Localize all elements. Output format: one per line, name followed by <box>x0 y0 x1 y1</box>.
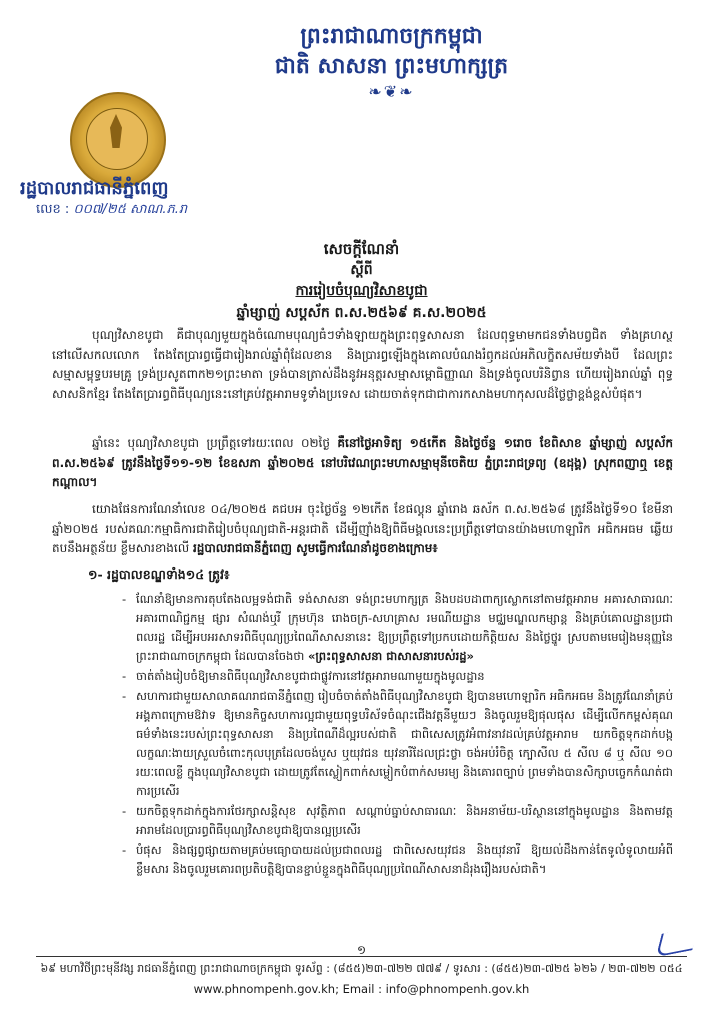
paragraph-2-text: ឆ្នាំនេះ បុណ្យវិសាខបូជា ប្រព្រឹត្តទៅរយៈពេល ០២ថ្ងៃ <box>92 436 338 450</box>
reference-label: លេខ : <box>36 202 74 217</box>
bullet-text: បំផុស និងផ្សព្វផ្សាយតាមគ្រប់មធ្យោបាយដល់ប្រជាពលរដ្ឋ ជាពិសេសយុវជន និងយុវនារី ឱ្យយល់ដឹងកាន់តែទូលំទូលាយអំពីខ្លឹមសារ និងចូលរួមគោរពប្រតិបត្តិឱ្យបានខ្ជាប់ខ្ជួនក្នុងពិធីបុណ្យប្រពៃណីសាសនាដ៏រុងរឿងរបស់ជាតិ។ <box>136 843 673 876</box>
paragraph-1-text: បុណ្យវិសាខបូជា គឺជាបុណ្យមួយក្នុងចំណោមបុណ្យធំៗទាំងឡាយក្នុងព្រះពុទ្ធសាសនា ដែលពុទ្ធមាមកជនទាំងបព្វជិត ទាំងគ្រហស្ថនៅលើសកលលោក តែងតែប្រារព្ធធ្វើជារៀងរាល់ឆ្នាំពុំដែលខាន និងប្រារព្ធឡើងក្នុងគោលបំណងរំឭកដល់អភិលក្ខិតសម័យទាំងបី ដែលព្រះសម្មាសម្ពុទ្ធបរមគ្រូ ទ្រង់ប្រសូតពាក២១ព្រះមាតា ទ្រង់បានត្រាស់ដឹងនូវអនុត្តរសម្មាសម្ពោធិញ្ញាណ និងទ្រង់ចូលបរិនិព្វាន ហើយរៀងរាល់ឆ្នាំ ពុទ្ធសាសនិកខ្មែរ តែងតែប្រារព្ធពិធីបុណ្យនេះនៅគ្រប់វត្តអារាមទូទាំងប្រទេស ដោយចាត់ទុកជាជាការកសាងមហាកុសលដ៏ថ្លៃថ្លាខ្ពង់ខ្ពស់បំផុត។ <box>52 328 673 401</box>
bullet-dash: - <box>122 592 127 606</box>
paragraph-3-text: យោងផែនការណែនាំលេខ ០៤/២០២៥ គជបអ ចុះថ្ងៃច័ន្ទ ១២កើត ខែផល្គុន ឆ្នាំរោង ឆស័ក ព.ស.២៥៦៨ ត្រូវនឹងថ្ងៃទី១០ ខែមីនា ឆ្នាំ២០២៥ របស់គណៈកម្មាធិការជាតិរៀបចំបុណ្យជាតិ-អន្តរជាតិ ដើម្បីញ៉ាំងឱ្យពិធីមង្គលនេះប្រព្រឹត្តទៅបានយ៉ាងមហោឡារិក អធិកអធម ឆ្លើយតបនឹងអត្ថន័យ ខ្លឹមសារខាងលើ <box>52 502 673 556</box>
body-paragraph-2 <box>52 434 673 493</box>
title-line-1: សេចក្តីណែនាំ <box>323 240 400 258</box>
bullet-text: សហការជាមួយសាលាគណរាជធានីភ្នំពេញ រៀបចំចាត់តាំងពិធីបុណ្យវិសាខបូជា ឱ្យបានមហោឡារិក អធិកអធម និងត្រូវណែនាំគ្រប់អង្គភាពក្រោមឱវាទ ឱ្យមានកិច្ចសហការល្អជាមួយពុទ្ធបរិស័ទចំណុះជើងវត្តនីមួយៗ និងចូលរួមឱ្យផុលផុស ដើម្បីលើកកម្ពស់គុណធម៌ទាំងនេះរបស់ព្រះពុទ្ធសាសនា និងប្រពៃណីដ៏ល្អរបស់ជាតិ ជាពិសេសត្រូវអំពាវនាវដល់គ្រប់វត្តអារាម យកចិត្តទុកដាក់បង្កលក្ខណៈងាយស្រួលចំពោះកុលបុត្រដែលចង់បួស ឬយុវជន យុវនារីដែលជ្រះថ្លា ចង់អប់រំចិត្ត ក្បោសីល ៥ សីល ៨ ឬ សីល ១០ រយៈពេលខ្លី ក្នុងបុណ្យវិសាខបូជា ដោយត្រូវតែស្លៀកពាក់សម្លៀកបំពាក់សមរម្យ និងគោរពច្បាប់ ព្រមទាំងបានសិក្សាបច្ចេកកំណត់ជាការប្រសើរ <box>136 689 673 798</box>
paragraph-2-bold: គឺនៅថ្ងៃអាទិត្យ ១៥កើត និងថ្ងៃច័ន្ទ ១រោច ខែពិសាខ ឆ្នាំម្សាញ់ សប្តស័ក ព.ស.២៥៦៩ ត្រូវនឹងថ្ងៃទី១១-១២ ខែឧសភា ឆ្នាំ២០២៥ នៅបរិវេណព្រះមហាសម្មាមុនីចេតិយ ភ្នំព្រះរាជទ្រព្យ (ឧដុង្គ) ស្រុកពញាឮ ខេត្តកណ្តាល។ <box>52 436 674 490</box>
kingdom-name: ព្រះរាជាណាចក្រកម្ពុជា <box>300 24 483 49</box>
bullet-text: ណែនាំឱ្យមានការតុបតែងលម្អទង់ជាតិ ទង់សាសនា ទង់ព្រះមហាក្សត្រ និងបដបដាពាក្យស្លោកនៅតាមវត្តអារាម អគារសាធារណៈ អគារពាណិជ្ជកម្ម ផ្សារ សំណង់ឬរី ក្រុមហ៊ុន រោងចក្រ-សហគ្រាស រមណីយដ្ឋាន មជ្ឈមណ្ឌលកម្សាន្ត និងគ្រប់គោលដ្ឋានប្រជាពលរដ្ឋ ដើម្បីអបអរសាទរពិធីបុណ្យប្រពៃណីសាសនានេះ ឱ្យប្រព្រឹត្តទៅប្រកបដោយកិត្តិយស និងថ្លៃថ្នូរ ស្របតាមមេរៀងមនុញ្ញនៃព្រះរាជាណាចក្រកម្ពុជា ដែលបានចែងថា <box>136 592 673 663</box>
bullet-dash: - <box>122 669 127 683</box>
list-item <box>122 802 673 840</box>
bullet-dash: - <box>122 689 127 703</box>
bullet-quote: «ព្រះពុទ្ធសាសនា ជាសាសនារបស់រដ្ឋ» <box>307 649 474 663</box>
list-item <box>122 667 673 686</box>
footer-divider <box>36 956 687 957</box>
ornament-divider-icon: ❧❦❧ <box>368 82 415 101</box>
body-paragraph-1 <box>52 326 673 404</box>
body-paragraph-3 <box>52 500 673 559</box>
footer-address: ៦៩ មហាវិថីព្រះមុនីវង្ស រាជធានីភ្នំពេញ ព្រះរាជាណាចក្រកម្ពុជា ទូរស័ព្ទ : (៨៥៥)២៣-៧២២ ៧៧៩ / ទូរសារ : (៨៥៥)២៣-៧២៥ ៦២៦ / ២៣-៧២២ ០៥៤ <box>40 962 683 975</box>
bullet-dash: - <box>122 804 127 818</box>
list-item <box>122 841 673 879</box>
issuing-authority: រដ្ឋបាលរាជធានីភ្នំពេញ <box>20 178 169 199</box>
list-item <box>122 590 673 666</box>
bullet-dash: - <box>122 843 127 857</box>
municipal-seal-icon <box>70 92 166 188</box>
title-line-4: ឆ្នាំម្សាញ់ សប្តស័ក ព.ស.២៥៦៩ គ.ស.២០២៥ <box>236 305 487 321</box>
footer-contact: www.phnompenh.gov.kh; Email : info@phnompenh.gov.kh <box>193 982 530 996</box>
page-number: ១ <box>356 943 367 957</box>
document-title <box>0 238 723 324</box>
list-item <box>122 687 673 801</box>
paragraph-3-bold: រដ្ឋបាលរាជធានីភ្នំពេញ សូមធ្វើការណែនាំដូចខាងក្រោម៖ <box>192 541 438 556</box>
reference-number <box>36 201 187 220</box>
national-motto: ជាតិ សាសនា ព្រះមហាក្សត្រ <box>274 54 509 79</box>
reference-value: ០០៧/២៥ សាណ.ភ.រា <box>73 202 188 217</box>
section-1-bullets <box>122 590 673 880</box>
title-line-3: ការរៀបចំបុណ្យវិសាខបូជា <box>295 283 428 299</box>
kingdom-header <box>0 22 723 101</box>
section-1-heading: ១- រដ្ឋបាលខណ្ឌទាំង១៤ ត្រូវ៖ <box>88 567 230 582</box>
title-line-2: ស្តីពី <box>350 262 373 278</box>
bullet-text: ចាត់តាំងរៀបចំឱ្យមានពិធីបុណ្យវិសាខបូជាជាផ្លូវការនៅវត្តអារាមណាមួយក្នុងមូលដ្ឋាន <box>136 669 485 683</box>
bullet-text: យកចិត្តទុកដាក់ក្នុងការថែរក្សាសន្តិសុខ សុវត្ថិភាព សណ្តាប់ធ្នាប់សាធារណៈ និងអនាម័យ-បរិស្ថាននៅក្នុងមូលដ្ឋាន និងតាមវត្តអារាមដែលប្រារព្ធពិធីបុណ្យវិសាខបូជាឱ្យបានល្អប្រសើរ <box>136 804 673 837</box>
